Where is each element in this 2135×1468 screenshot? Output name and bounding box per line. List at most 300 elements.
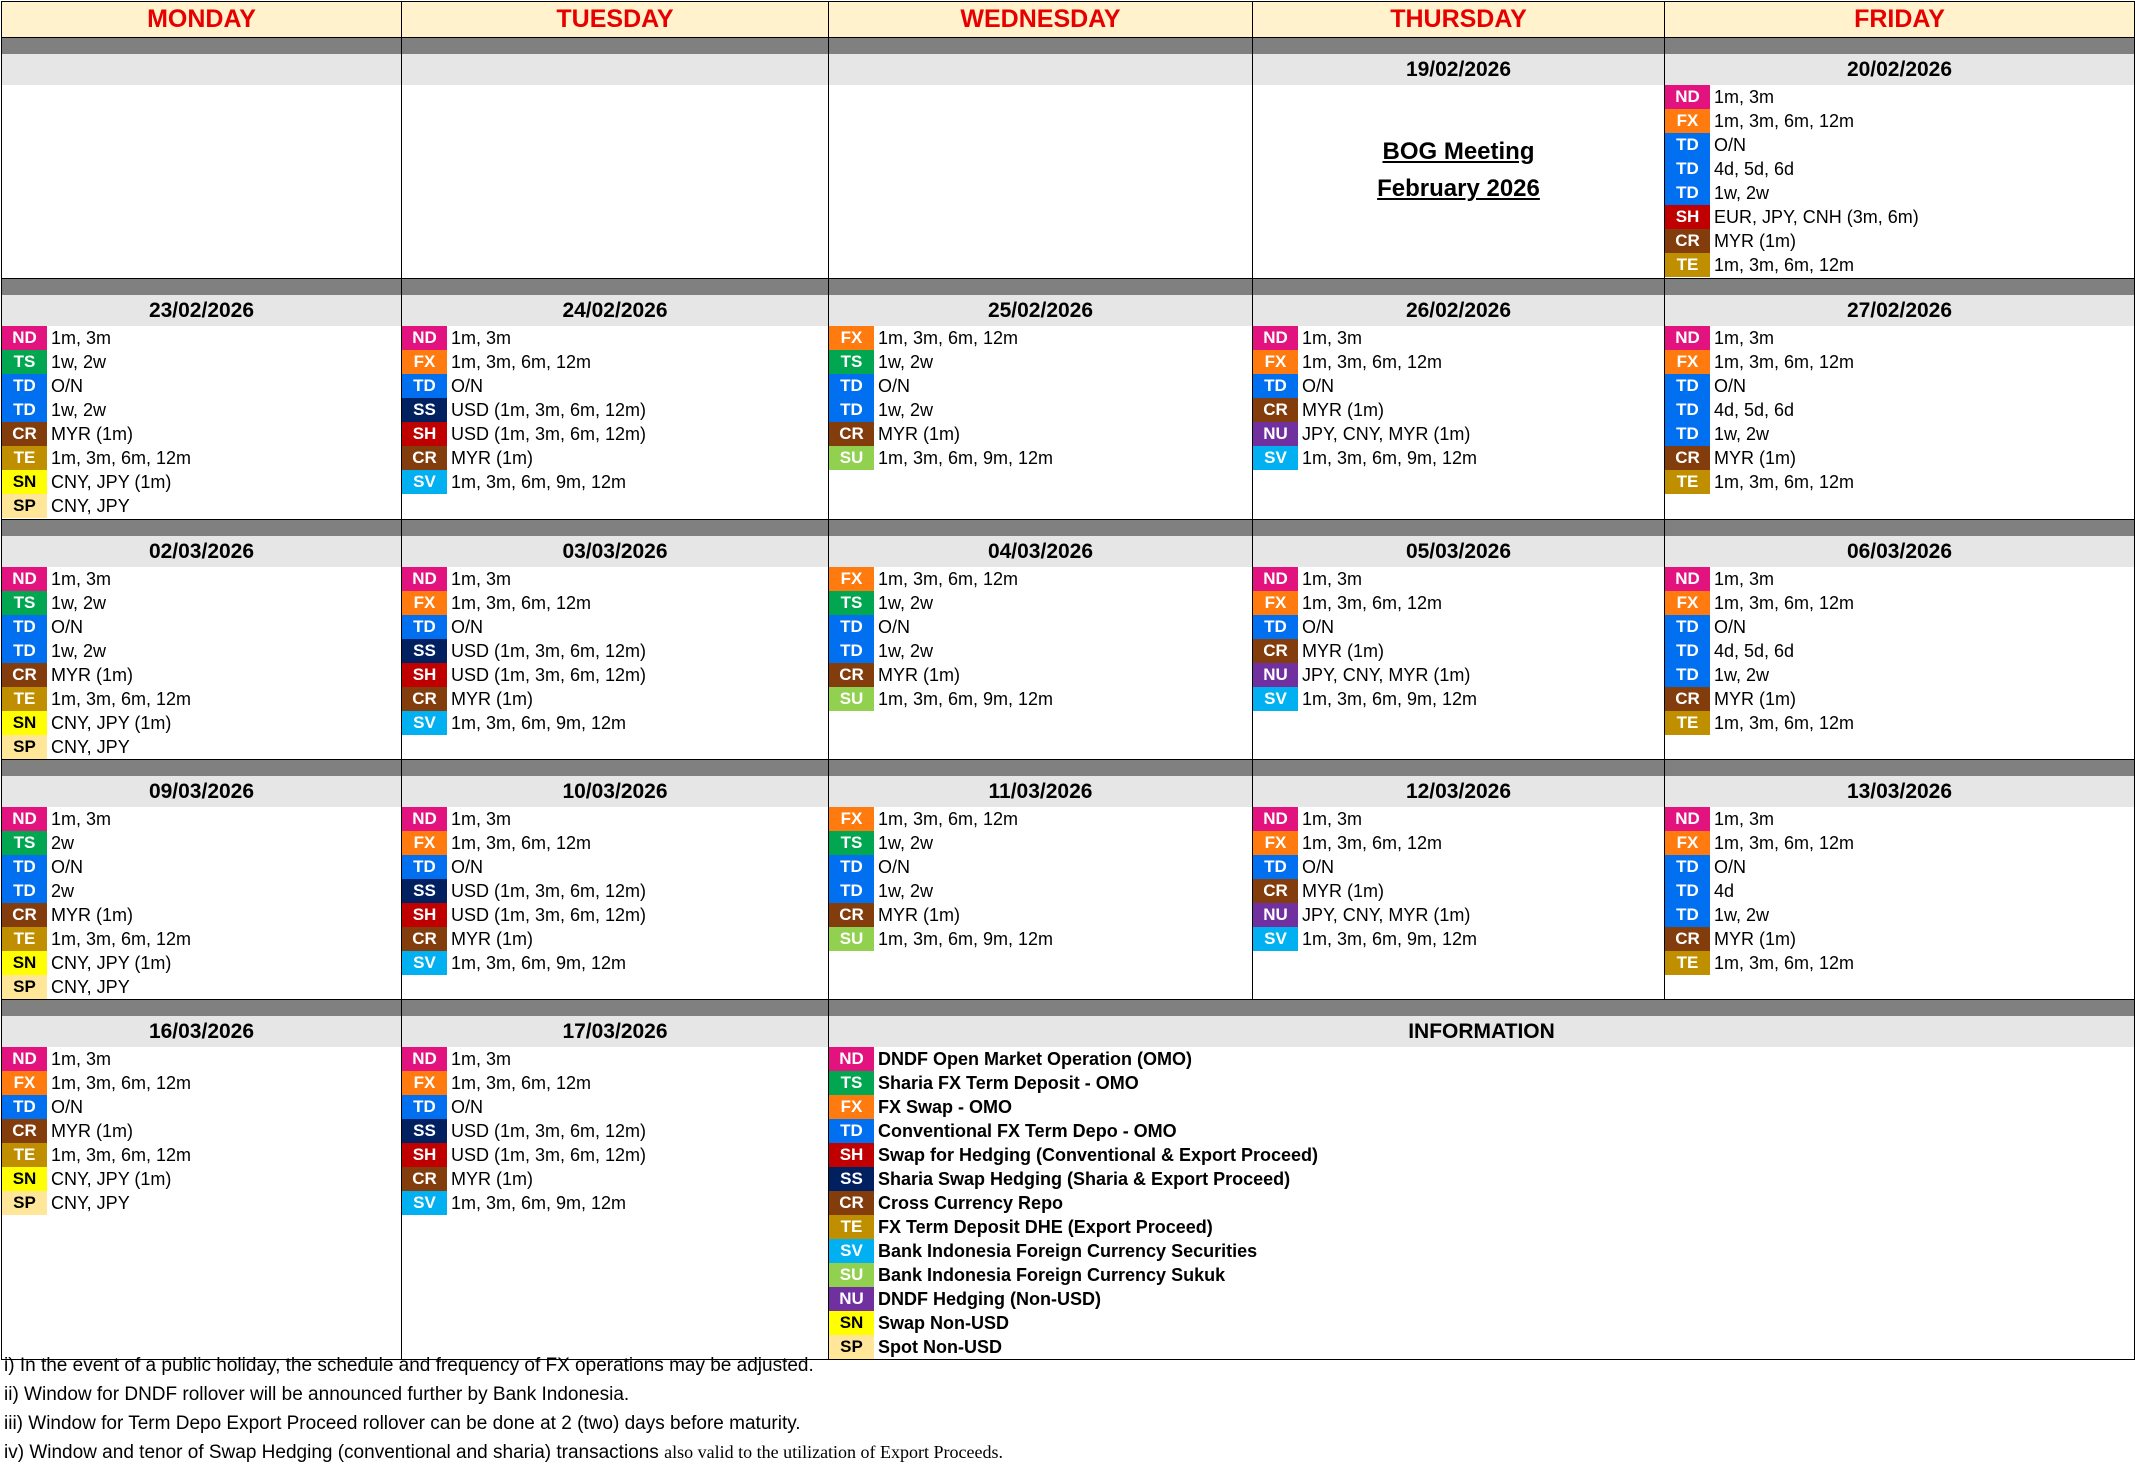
operation-tenor: O/N <box>878 617 911 637</box>
legend-item <box>829 1143 2134 1167</box>
bog-meeting-line: BOG Meeting <box>1382 138 1535 165</box>
operation-tenor: 1m, 3m, 6m, 12m <box>1302 593 1443 613</box>
day-cell <box>402 279 829 520</box>
day-date: 19/02/2026 <box>1253 54 1664 85</box>
operation-tenor: 1m, 3m, 6m, 12m <box>51 448 192 468</box>
operation-entry <box>829 591 1252 615</box>
operation-entry <box>1665 253 2134 277</box>
operation-tenor: 1m, 3m, 6m, 12m <box>878 569 1019 589</box>
operation-code-badge: FX <box>829 1095 874 1119</box>
week-separator <box>2 760 401 776</box>
operation-tenor: O/N <box>51 376 84 396</box>
operation-tenor: 1m, 3m <box>51 328 112 348</box>
operation-tenor: 1w, 2w <box>878 833 934 853</box>
day-cell <box>1253 279 1665 520</box>
operation-entry <box>1665 181 2134 205</box>
week-separator <box>1253 279 1664 295</box>
operation-entry <box>1665 85 2134 109</box>
operation-code-badge: CR <box>2 663 47 687</box>
operation-entry <box>402 855 828 879</box>
operation-entry <box>2 422 401 446</box>
operation-tenor: USD (1m, 3m, 6m, 12m) <box>451 905 647 925</box>
operation-entry <box>402 326 828 350</box>
operation-entry <box>402 639 828 663</box>
operation-code-badge: SV <box>1253 446 1298 470</box>
operation-code-badge: SN <box>2 711 47 735</box>
operation-code-badge: CR <box>829 1191 874 1215</box>
operation-tenor: 1m, 3m, 6m, 12m <box>878 809 1019 829</box>
operation-entry <box>1253 567 1664 591</box>
operation-code-badge: FX <box>1665 831 1710 855</box>
operation-tenor: MYR (1m) <box>51 665 133 685</box>
operation-entry <box>402 1167 828 1191</box>
operation-code-badge: TD <box>402 615 447 639</box>
operation-entry <box>2 975 401 999</box>
weekday-header-thursday: THURSDAY <box>1253 2 1665 38</box>
operation-entry <box>829 374 1252 398</box>
operation-entry <box>829 879 1252 903</box>
operation-tenor: 1m, 3m <box>51 569 112 589</box>
operation-code-badge: SU <box>829 446 874 470</box>
operation-entry <box>1665 807 2134 831</box>
operation-code-badge: FX <box>402 1071 447 1095</box>
operation-tenor: 1m, 3m <box>51 1049 112 1069</box>
day-cell <box>1253 38 1665 279</box>
fx-operations-calendar <box>1 1 2135 1360</box>
day-cell <box>2 38 402 279</box>
operation-entry <box>2 735 401 759</box>
operation-code-badge: ND <box>1665 326 1710 350</box>
operation-tenor: 1m, 3m, 6m, 12m <box>1714 111 1855 131</box>
operation-code-badge: TD <box>1665 181 1710 205</box>
operation-entry <box>1253 687 1664 711</box>
operation-code-badge: TD <box>1665 422 1710 446</box>
operation-tenor: 1m, 3m <box>1302 328 1363 348</box>
legend-description: Bank Indonesia Foreign Currency Sukuk <box>878 1265 1226 1285</box>
footnote-tail: also valid to the utilization of Export Proceeds. <box>664 1442 1004 1462</box>
legend-description: Bank Indonesia Foreign Currency Securities <box>878 1241 1258 1261</box>
operation-entry <box>829 446 1252 470</box>
operation-entry <box>1665 109 2134 133</box>
operation-tenor: 1m, 3m <box>451 328 512 348</box>
operation-entry <box>1665 855 2134 879</box>
operation-code-badge: CR <box>1665 229 1710 253</box>
operation-code-badge: TE <box>1665 951 1710 975</box>
day-date: 09/03/2026 <box>2 776 401 807</box>
operation-tenor: 1m, 3m, 6m, 12m <box>1302 352 1443 372</box>
operation-tenor: O/N <box>1714 376 1747 396</box>
operation-code-badge: SV <box>1253 927 1298 951</box>
operation-tenor: JPY, CNY, MYR (1m) <box>1302 905 1471 925</box>
operation-code-badge: CR <box>2 903 47 927</box>
day-date: 11/03/2026 <box>829 776 1252 807</box>
week-separator <box>1665 760 2134 776</box>
operation-code-badge: ND <box>829 1047 874 1071</box>
operation-tenor: 1m, 3m, 6m, 12m <box>451 833 592 853</box>
operation-code-badge: SN <box>2 951 47 975</box>
operation-code-badge: SP <box>2 494 47 518</box>
day-date: 20/02/2026 <box>1665 54 2134 85</box>
operation-code-badge: TD <box>1665 133 1710 157</box>
operation-entry <box>1665 663 2134 687</box>
operation-entry <box>1253 663 1664 687</box>
operation-entry <box>2 831 401 855</box>
day-date: 17/03/2026 <box>402 1016 828 1047</box>
operation-entry <box>2 1143 401 1167</box>
operation-code-badge: CR <box>1665 446 1710 470</box>
operation-code-badge: TD <box>2 374 47 398</box>
operation-code-badge: ND <box>402 1047 447 1071</box>
operation-tenor: 1m, 3m, 6m, 12m <box>51 1145 192 1165</box>
operation-entry <box>2 470 401 494</box>
legend-item <box>829 1191 2134 1215</box>
operation-tenor: 1m, 3m, 6m, 12m <box>451 1073 592 1093</box>
day-cell <box>1665 760 2135 1000</box>
operation-tenor: USD (1m, 3m, 6m, 12m) <box>451 881 647 901</box>
operation-code-badge: FX <box>829 567 874 591</box>
operation-code-badge: ND <box>2 567 47 591</box>
week-separator <box>829 279 1252 295</box>
operation-code-badge: TE <box>1665 711 1710 735</box>
operation-tenor: MYR (1m) <box>451 689 533 709</box>
operation-code-badge: TS <box>829 350 874 374</box>
operation-tenor: 1m, 3m <box>451 809 512 829</box>
footnote: i) In the event of a public holiday, the schedule and frequency of FX operations may be adjusted. <box>4 1355 814 1376</box>
operation-code-badge: FX <box>829 326 874 350</box>
day-date: 27/02/2026 <box>1665 295 2134 326</box>
week-separator <box>2 520 401 536</box>
operation-tenor: 4d, 5d, 6d <box>1714 159 1795 179</box>
day-date: 23/02/2026 <box>2 295 401 326</box>
operation-code-badge: TD <box>1665 879 1710 903</box>
operation-code-badge: FX <box>1665 591 1710 615</box>
legend-description: DNDF Open Market Operation (OMO) <box>878 1049 1193 1069</box>
operation-tenor: O/N <box>451 857 484 877</box>
operation-entry <box>2 1071 401 1095</box>
operation-entry <box>2 326 401 350</box>
operation-code-badge: ND <box>402 567 447 591</box>
operation-tenor: 1m, 3m, 6m, 12m <box>1714 255 1855 275</box>
operation-entry <box>2 687 401 711</box>
operation-tenor: 1m, 3m, 6m, 12m <box>1714 472 1855 492</box>
operation-code-badge: ND <box>402 326 447 350</box>
day-cell <box>402 38 829 279</box>
operation-code-badge: SH <box>829 1143 874 1167</box>
legend-item <box>829 1239 2134 1263</box>
operation-entry <box>829 903 1252 927</box>
day-cell <box>2 279 402 520</box>
operation-entry <box>1665 422 2134 446</box>
weekday-header-tuesday: TUESDAY <box>402 2 829 38</box>
day-date: 25/02/2026 <box>829 295 1252 326</box>
operation-code-badge: TD <box>1665 157 1710 181</box>
operation-entry <box>402 927 828 951</box>
operation-code-badge: TD <box>829 879 874 903</box>
day-date: 26/02/2026 <box>1253 295 1664 326</box>
operation-code-badge: CR <box>1253 398 1298 422</box>
operation-tenor: 1w, 2w <box>51 641 107 661</box>
day-date: 02/03/2026 <box>2 536 401 567</box>
operation-code-badge: CR <box>402 927 447 951</box>
operation-code-badge: TD <box>829 398 874 422</box>
operation-code-badge: SH <box>402 422 447 446</box>
operation-entry <box>1665 639 2134 663</box>
day-date: 10/03/2026 <box>402 776 828 807</box>
operation-tenor: 1w, 2w <box>1714 424 1770 444</box>
operation-tenor: CNY, JPY (1m) <box>51 713 172 733</box>
operation-entry <box>402 591 828 615</box>
operation-tenor: USD (1m, 3m, 6m, 12m) <box>451 665 647 685</box>
operation-code-badge: SP <box>2 735 47 759</box>
operation-tenor: 1m, 3m, 6m, 9m, 12m <box>451 713 627 733</box>
operation-entry <box>1253 903 1664 927</box>
day-cell <box>1665 279 2135 520</box>
operation-code-badge: TD <box>1253 374 1298 398</box>
operation-entry <box>402 398 828 422</box>
week-row <box>2 1000 2135 1360</box>
operation-tenor: O/N <box>1302 857 1335 877</box>
legend-description: FX Term Deposit DHE (Export Proceed) <box>878 1217 1213 1237</box>
operation-tenor: CNY, JPY <box>51 737 130 757</box>
operation-code-badge: NU <box>1253 422 1298 446</box>
operation-tenor: O/N <box>878 376 911 396</box>
operation-code-badge: CR <box>2 422 47 446</box>
operation-entry <box>2 663 401 687</box>
operation-entry <box>402 350 828 374</box>
operation-tenor: MYR (1m) <box>878 905 960 925</box>
operation-code-badge: TS <box>829 591 874 615</box>
operation-entry <box>402 687 828 711</box>
operation-entry <box>2 951 401 975</box>
operation-entry <box>829 615 1252 639</box>
legend-item <box>829 1263 2134 1287</box>
operation-tenor: USD (1m, 3m, 6m, 12m) <box>451 400 647 420</box>
operation-entry <box>1665 157 2134 181</box>
operation-entry <box>402 615 828 639</box>
operation-entry <box>829 831 1252 855</box>
operation-code-badge: TD <box>829 1119 874 1143</box>
operation-entry <box>1665 374 2134 398</box>
operation-entry <box>1665 591 2134 615</box>
operation-tenor: 1m, 3m, 6m, 12m <box>1714 593 1855 613</box>
operation-tenor: 1m, 3m, 6m, 12m <box>51 689 192 709</box>
day-cell <box>2 1000 402 1360</box>
week-separator <box>2 279 401 295</box>
operation-code-badge: SH <box>402 1143 447 1167</box>
operation-code-badge: TD <box>1253 855 1298 879</box>
week-separator <box>1253 520 1664 536</box>
operation-tenor: MYR (1m) <box>51 1121 133 1141</box>
operation-code-badge: TD <box>1665 663 1710 687</box>
operation-tenor: O/N <box>51 857 84 877</box>
operation-tenor: 1m, 3m, 6m, 12m <box>451 352 592 372</box>
legend-item <box>829 1071 2134 1095</box>
operation-code-badge: TE <box>2 1143 47 1167</box>
operation-tenor: MYR (1m) <box>51 424 133 444</box>
operation-tenor: 1m, 3m, 6m, 9m, 12m <box>878 448 1054 468</box>
operation-tenor: 1m, 3m, 6m, 12m <box>51 1073 192 1093</box>
operation-code-badge: SV <box>829 1239 874 1263</box>
operation-code-badge: ND <box>2 807 47 831</box>
operation-code-badge: TD <box>2 398 47 422</box>
operation-code-badge: TD <box>402 855 447 879</box>
operation-tenor: MYR (1m) <box>878 665 960 685</box>
operation-entry <box>2 567 401 591</box>
operation-code-badge: TE <box>829 1215 874 1239</box>
operation-entry <box>402 446 828 470</box>
legend-description: Swap for Hedging (Conventional & Export Proceed) <box>878 1145 1319 1165</box>
operation-tenor: O/N <box>1302 617 1335 637</box>
day-cell <box>2 760 402 1000</box>
operation-entry <box>2 903 401 927</box>
operation-tenor: 1m, 3m, 6m, 9m, 12m <box>878 929 1054 949</box>
operation-code-badge: SV <box>402 1191 447 1215</box>
operation-tenor: 1m, 3m <box>1714 569 1775 589</box>
operation-tenor: 1m, 3m, 6m, 9m, 12m <box>451 1193 627 1213</box>
operation-code-badge: NU <box>1253 663 1298 687</box>
operation-entry <box>1665 229 2134 253</box>
operation-tenor: MYR (1m) <box>51 905 133 925</box>
operation-entry <box>2 1119 401 1143</box>
legend-description: Swap Non-USD <box>878 1313 1010 1333</box>
operation-entry <box>1253 639 1664 663</box>
operation-tenor: MYR (1m) <box>1302 641 1384 661</box>
operation-entry <box>1253 807 1664 831</box>
operation-entry <box>829 927 1252 951</box>
day-cell <box>829 760 1253 1000</box>
operation-entry <box>402 1119 828 1143</box>
operation-tenor: MYR (1m) <box>878 424 960 444</box>
operation-code-badge: SS <box>402 879 447 903</box>
operation-entry <box>402 663 828 687</box>
operation-entry <box>1665 398 2134 422</box>
legend-item <box>829 1119 2134 1143</box>
operation-tenor: 2w <box>51 833 75 853</box>
operation-code-badge: TS <box>2 350 47 374</box>
operation-tenor: 1w, 2w <box>51 593 107 613</box>
legend-item <box>829 1167 2134 1191</box>
week-separator <box>1665 520 2134 536</box>
operation-entry <box>1665 927 2134 951</box>
operation-entry <box>402 831 828 855</box>
operation-code-badge: TD <box>1665 374 1710 398</box>
operation-code-badge: TD <box>2 879 47 903</box>
operation-entry <box>402 807 828 831</box>
operation-tenor: 1m, 3m, 6m, 12m <box>51 929 192 949</box>
operation-entry <box>402 374 828 398</box>
operation-entry <box>2 807 401 831</box>
week-separator <box>1665 38 2134 54</box>
operation-code-badge: SN <box>2 470 47 494</box>
operation-tenor: 1m, 3m, 6m, 12m <box>1714 352 1855 372</box>
week-separator <box>402 279 828 295</box>
bog-meeting-note <box>1253 133 1664 207</box>
operation-code-badge: FX <box>829 807 874 831</box>
operation-entry <box>402 1047 828 1071</box>
day-cell <box>829 38 1253 279</box>
week-row <box>2 760 2135 1000</box>
operation-tenor: MYR (1m) <box>1302 400 1384 420</box>
operation-entry <box>1253 374 1664 398</box>
operation-entry <box>1253 615 1664 639</box>
operation-entry <box>1665 903 2134 927</box>
operation-entry <box>1665 470 2134 494</box>
operation-code-badge: TD <box>1665 639 1710 663</box>
operation-tenor: 1m, 3m <box>451 1049 512 1069</box>
operation-code-badge: SV <box>402 951 447 975</box>
weekday-header-wednesday: WEDNESDAY <box>829 2 1253 38</box>
operation-tenor: CNY, JPY (1m) <box>51 1169 172 1189</box>
information-legend <box>829 1000 2135 1360</box>
footnotes <box>4 1351 1003 1467</box>
operation-tenor: 1w, 2w <box>878 881 934 901</box>
operation-entry <box>1665 615 2134 639</box>
operation-tenor: 1m, 3m, 6m, 12m <box>451 593 592 613</box>
operation-code-badge: FX <box>402 831 447 855</box>
operation-tenor: 2w <box>51 881 75 901</box>
operation-entry <box>2 398 401 422</box>
operation-code-badge: CR <box>1665 927 1710 951</box>
operation-tenor: MYR (1m) <box>1714 929 1796 949</box>
legend-description: Conventional FX Term Depo - OMO <box>878 1121 1177 1141</box>
operation-tenor: O/N <box>1714 135 1747 155</box>
week-separator <box>829 760 1252 776</box>
operation-tenor: 1w, 2w <box>1714 183 1770 203</box>
day-cell <box>1253 520 1665 760</box>
legend-item <box>829 1287 2134 1311</box>
operation-tenor: O/N <box>1302 376 1335 396</box>
operation-entry <box>829 398 1252 422</box>
operation-tenor: 1m, 3m <box>451 569 512 589</box>
weekday-header-row <box>2 2 2135 38</box>
operation-entry <box>402 470 828 494</box>
operation-tenor: 1w, 2w <box>51 400 107 420</box>
operation-code-badge: SS <box>829 1167 874 1191</box>
operation-code-badge: SS <box>402 1119 447 1143</box>
operation-tenor: MYR (1m) <box>451 1169 533 1189</box>
operation-tenor: O/N <box>51 1097 84 1117</box>
operation-entry <box>829 687 1252 711</box>
operation-code-badge: TD <box>2 615 47 639</box>
operation-entry <box>1253 350 1664 374</box>
operation-entry <box>829 567 1252 591</box>
operation-tenor: 1m, 3m <box>51 809 112 829</box>
operation-tenor: 1m, 3m, 6m, 12m <box>878 328 1019 348</box>
operation-tenor: 4d <box>1714 881 1735 901</box>
day-date: 24/02/2026 <box>402 295 828 326</box>
operation-code-badge: SH <box>1665 205 1710 229</box>
operation-tenor: CNY, JPY (1m) <box>51 472 172 492</box>
operation-code-badge: TD <box>829 374 874 398</box>
operation-tenor: MYR (1m) <box>1714 689 1796 709</box>
operation-code-badge: SP <box>2 1191 47 1215</box>
legend-description: DNDF Hedging (Non-USD) <box>878 1289 1101 1309</box>
operation-entry <box>1253 855 1664 879</box>
operation-entry <box>2 374 401 398</box>
operation-code-badge: SN <box>829 1311 874 1335</box>
day-date: 06/03/2026 <box>1665 536 2134 567</box>
week-separator <box>402 520 828 536</box>
operation-entry <box>2 446 401 470</box>
operation-tenor: 1m, 3m, 6m, 9m, 12m <box>451 472 627 492</box>
operation-entry <box>402 1071 828 1095</box>
footnote: iii) Window for Term Depo Export Proceed rollover can be done at 2 (two) days before maturity. <box>4 1413 801 1434</box>
operation-tenor: 1m, 3m, 6m, 9m, 12m <box>1302 448 1478 468</box>
operation-entry <box>829 663 1252 687</box>
operation-tenor: USD (1m, 3m, 6m, 12m) <box>451 1145 647 1165</box>
operation-code-badge: TD <box>1665 615 1710 639</box>
operation-tenor: USD (1m, 3m, 6m, 12m) <box>451 641 647 661</box>
